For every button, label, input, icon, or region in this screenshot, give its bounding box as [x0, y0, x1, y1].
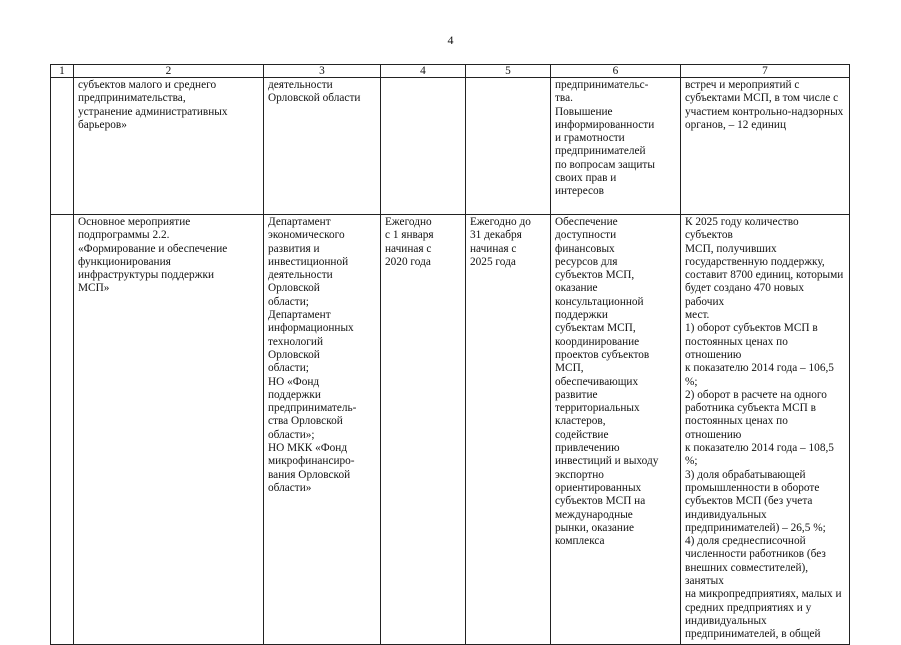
result-cell: К 2025 году количество субъектов МСП, получивших государственную поддержку, составит 8700 единиц, которыми будет создано 470 новых рабочих мест. 1) оборот субъектов МСП в постоянных ценах по отношению к показателю 2014 года – 106,5 %; 2) оборот в расчете на одного работника субъекта МСП в постоянных ценах по отношению к показателю 2014 года – 108,5 %; 3) доля обрабатывающей промышленности в обороте субъектов МСП (без учета индивидуальных предпринимателей) – 26,5 %; 4) доля среднесписочной численности работников (без внешних совместителей), занятых на микропредприятиях, малых и средних предприятиях и у индивидуальных предпринимателей, в общей — [681, 215, 850, 645]
event-name-cell: субъектов малого и среднего предпринимательства, устранение административных барьеров» — [74, 78, 264, 215]
start-date-cell: Ежегодно с 1 января начиная с 2020 года — [381, 215, 466, 645]
start-date-cell — [381, 78, 466, 215]
column-number: 6 — [551, 65, 681, 78]
end-date-cell: Ежегодно до 31 декабря начиная с 2025 года — [466, 215, 551, 645]
event-name-cell: Основное мероприятие подпрограммы 2.2. «Формирование и обеспечение функционирования инфраструктуры поддержки МСП» — [74, 215, 264, 645]
column-number: 3 — [264, 65, 381, 78]
column-number: 2 — [74, 65, 264, 78]
column-number: 7 — [681, 65, 850, 78]
result-cell: встреч и мероприятий с субъектами МСП, в том числе с участием контрольно-надзорных органов, – 12 единиц — [681, 78, 850, 215]
table-row — [51, 215, 850, 645]
column-number-row — [51, 65, 850, 78]
executor-cell: Департамент экономического развития и инвестиционной деятельности Орловской области; Департамент информационных технологий Орловской области; НО «Фонд поддержки предприниматель- ства Орловской области»; НО МКК «Фонд микрофинансиро- вания Орловской области» — [264, 215, 381, 645]
row-number-cell — [51, 215, 74, 645]
row-number-cell — [51, 78, 74, 215]
column-number: 4 — [381, 65, 466, 78]
column-number: 1 — [51, 65, 74, 78]
executor-cell: деятельности Орловской области — [264, 78, 381, 215]
end-date-cell — [466, 78, 551, 215]
description-cell: предпринимательс- тва. Повышение информированности и грамотности предпринимателей по вопросам защиты своих прав и интересов — [551, 78, 681, 215]
table-row — [51, 78, 850, 215]
page-number: 4 — [447, 33, 454, 47]
column-number: 5 — [466, 65, 551, 78]
program-table — [50, 64, 850, 645]
description-cell: Обеспечение доступности финансовых ресурсов для субъектов МСП, оказание консультационной поддержки субъектам МСП, координирование проектов субъектов МСП, обеспечивающих развитие территориальных кластеров, содействие привлечению инвестиций и выходу экспортно ориентированных субъектов МСП на международные рынки, оказание комплекса — [551, 215, 681, 645]
